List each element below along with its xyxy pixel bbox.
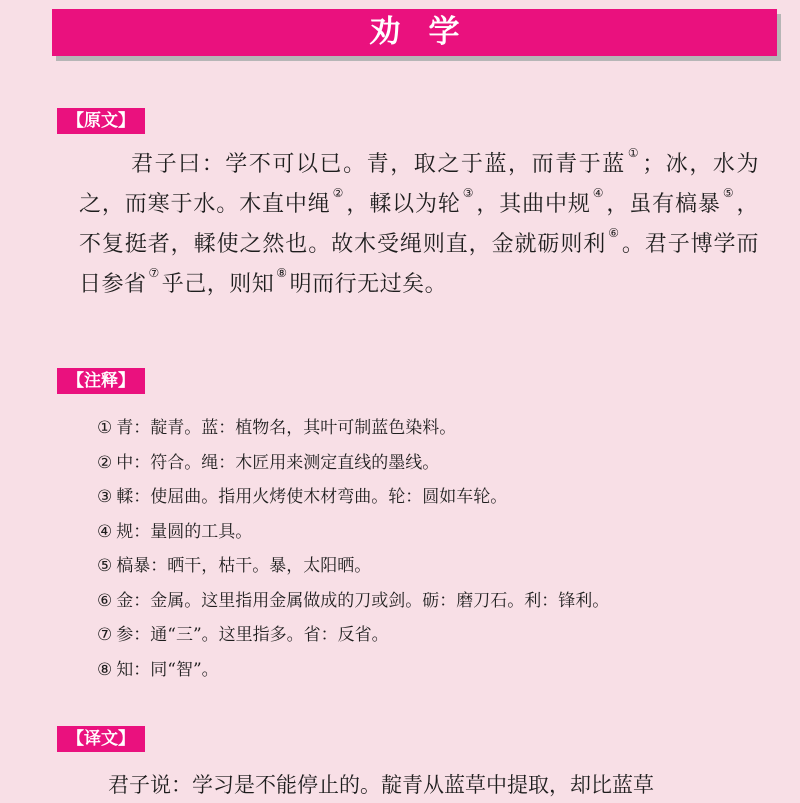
footnote-mark: ⑧ [276,266,288,280]
note-text: 知：同“智”。 [116,659,219,680]
note-text: 参：通“三”。这里指多。省：反省。 [116,625,389,645]
note-number: ① [97,418,113,438]
translation-text: 君子说：学习是不能停止的。靛青从蓝草中提取，却比蓝草 [108,773,654,797]
footnote-mark: ④ [592,186,605,200]
title-banner [52,9,777,56]
footnote-mark: ⑤ [722,186,735,200]
note-text: 槁暴：晒干，枯干。暴，太阳晒。 [116,556,372,576]
original-segment: ，虽有槁暴 [606,192,721,217]
footnote-mark: ⑥ [608,226,620,240]
footnote-mark: ② [332,186,345,200]
section-label-notes: 【注释】 [57,368,145,394]
note-number: ⑦ [97,625,113,645]
original-segment: ，其曲中规 [476,192,591,217]
note-item [97,549,777,584]
section-label-translation: 【译文】 [57,726,145,752]
original-segment: 君子曰：学不可以已。青，取之于蓝，而青于蓝 [131,152,626,177]
page-title: 劝学 [369,14,488,50]
note-number: ③ [97,487,113,507]
footnote-mark: ① [627,146,641,160]
original-segment: ，輮以为轮 [346,192,461,217]
note-item [97,515,777,550]
note-item [97,411,777,446]
note-number: ④ [97,521,113,542]
note-text: 金：金属。这里指用金属做成的刀或剑。砺：磨刀石。利：锋利。 [116,590,610,611]
note-number: ② [97,452,113,473]
note-text: 规：量圆的工具。 [116,521,253,542]
note-number: ⑧ [97,659,113,680]
note-item [97,618,777,653]
note-text: 青：靛青。蓝：植物名，其叶可制蓝色染料。 [116,418,457,438]
notes-list [97,411,777,687]
original-segment: ，不复挺者，輮使之然也。故木受绳则直，金就砺则利 [79,192,759,257]
original-segment: 明而行无过矣。 [289,272,448,297]
note-item [97,584,777,619]
note-text: 輮：使屈曲。指用火烤使木材弯曲。轮：圆如车轮。 [116,487,508,507]
original-segment: 乎己，则知 [161,272,275,297]
section-label-original: 【原文】 [57,108,145,134]
note-item [97,480,777,515]
note-number: ⑥ [97,590,113,611]
original-segment: ；冰，水为之，而寒于水。木直中绳 [79,152,759,217]
original-segment: 。君子博学而日参省 [79,232,759,297]
footnote-mark: ⑦ [148,266,160,280]
note-item [97,446,777,481]
note-text: 中：符合。绳：木匠用来测定直线的墨线。 [116,452,440,473]
footnote-mark: ③ [462,186,475,200]
note-item [97,653,777,688]
note-number: ⑤ [97,556,113,576]
original-text [79,145,759,305]
